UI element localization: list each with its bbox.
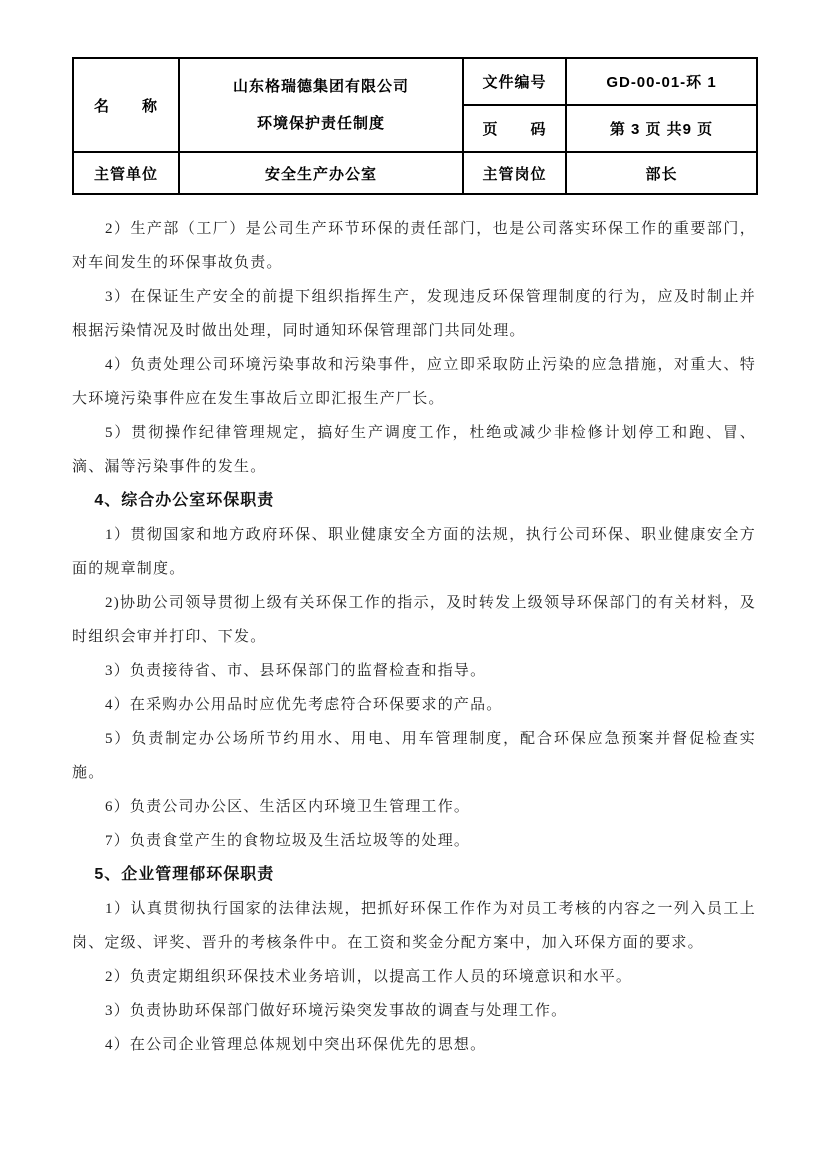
doc-number-label: 文件编号 (463, 58, 566, 105)
document-title-line2: 环境保护责任制度 (256, 115, 385, 132)
section-heading: 5、企业管理郁环保职责 (94, 866, 275, 883)
post-value: 部长 (566, 152, 757, 194)
body-paragraph: 5）贯彻操作纪律管理规定，搞好生产调度工作，杜绝或减少非检修计划停工和跑、冒、滴、漏等污染事件的发生。 (72, 425, 756, 475)
body-paragraph: 7）负责食堂产生的食物垃圾及生活垃圾等的处理。 (105, 833, 471, 849)
document-body (72, 212, 756, 1062)
page-number-value: 第 3 页 共9 页 (566, 105, 757, 152)
body-paragraph: 2）生产部（工厂）是公司生产环节环保的责任部门，也是公司落实环保工作的重要部门，对车间发生的环保事故负责。 (72, 221, 756, 271)
body-paragraph: 4）负责处理公司环境污染事故和污染事件，应立即采取防止污染的应急措施，对重大、特大环境污染事件应在发生事故后立即汇报生产厂长。 (72, 357, 756, 407)
body-paragraph: 2）负责定期组织环保技术业务培训，以提高工作人员的环境意识和水平。 (105, 969, 633, 985)
page-number-label: 页 码 (463, 105, 566, 152)
name-label-cell: 名 称 (73, 58, 179, 152)
body-paragraph: 2)协助公司领导贯彻上级有关环保工作的指示，及时转发上级领导环保部门的有关材料，及时组织会审并打印、下发。 (72, 595, 756, 645)
body-paragraph: 3）负责协助环保部门做好环境污染突发事故的调查与处理工作。 (105, 1003, 568, 1019)
document-title-line1: 山东格瑞德集团有限公司 (232, 78, 409, 95)
body-paragraph: 1）贯彻国家和地方政府环保、职业健康安全方面的法规，执行公司环保、职业健康安全方面的规章制度。 (72, 527, 756, 577)
body-paragraph: 3）在保证生产安全的前提下组织指挥生产，发现违反环保管理制度的行为，应及时制止并根据污染情况及时做出处理，同时通知环保管理部门共同处理。 (72, 289, 756, 339)
header-table (72, 57, 758, 195)
document-title-cell (179, 58, 463, 152)
doc-number-value: GD-00-01-环 1 (566, 58, 757, 105)
dept-label: 主管单位 (73, 152, 179, 194)
dept-value: 安全生产办公室 (179, 152, 463, 194)
body-paragraph: 1）认真贯彻执行国家的法律法规，把抓好环保工作作为对员工考核的内容之一列入员工上岗、定级、评奖、晋升的考核条件中。在工资和奖金分配方案中，加入环保方面的要求。 (72, 901, 756, 951)
body-paragraph: 4）在采购办公用品时应优先考虑符合环保要求的产品。 (105, 697, 503, 713)
section-heading: 4、综合办公室环保职责 (94, 492, 275, 509)
body-paragraph: 6）负责公司办公区、生活区内环境卫生管理工作。 (105, 799, 471, 815)
post-label: 主管岗位 (463, 152, 566, 194)
body-paragraph: 5）负责制定办公场所节约用水、用电、用车管理制度，配合环保应急预案并督促检查实施。 (72, 731, 756, 781)
body-paragraph: 4）在公司企业管理总体规划中突出环保优先的思想。 (105, 1037, 487, 1053)
body-paragraph: 3）负责接待省、市、县环保部门的监督检查和指导。 (105, 663, 487, 679)
